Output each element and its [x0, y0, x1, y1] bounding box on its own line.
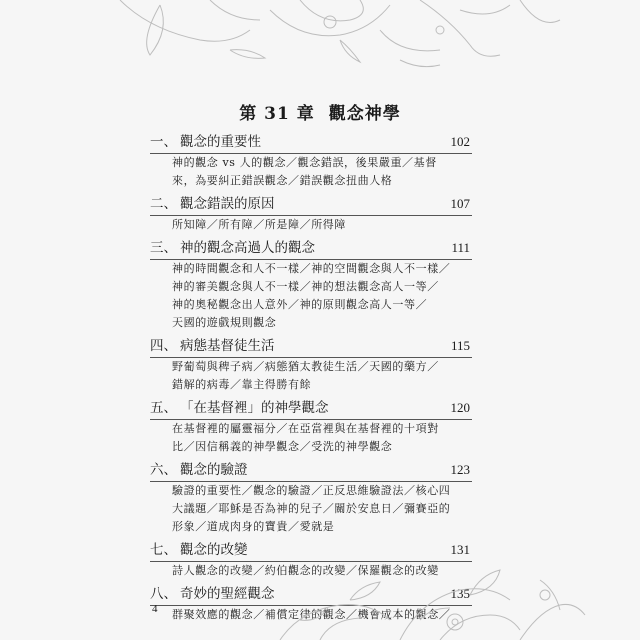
- section-topics: [172, 562, 452, 580]
- chapter-title: [0, 99, 640, 124]
- toc-heading[interactable]: [150, 335, 472, 358]
- page-number: 4: [152, 603, 158, 615]
- topic-line: 神的審美觀念與人不一樣／神的想法觀念高人一等／: [172, 280, 439, 293]
- section-title: 觀念錯誤的原因: [180, 196, 275, 212]
- toc-section: [150, 539, 472, 580]
- section-topics: [172, 154, 452, 190]
- toc-heading[interactable]: [150, 459, 472, 482]
- topic-line: 錯解的病毒／靠主得勝有餘: [172, 378, 312, 391]
- section-page: 120: [450, 400, 470, 415]
- section-number: 七、: [150, 542, 177, 558]
- topic-line: 在基督裡的屬靈福分／在亞當裡與在基督裡的十項對: [172, 422, 439, 435]
- section-number: 一、: [150, 134, 177, 150]
- section-page: 135: [450, 586, 470, 601]
- chapter-name: 觀念神學: [328, 104, 401, 124]
- topic-line: 大議題／耶穌是否為神的兒子／關於安息日／彌賽亞的: [172, 502, 451, 515]
- section-title: 「在基督裡」的神學觀念: [180, 400, 329, 416]
- chapter-label: 第 31 章: [239, 104, 315, 124]
- topic-line: 比／因信稱義的神學觀念／受洗的神學觀念: [172, 440, 393, 453]
- topic-line: 野葡萄與稗子病／病態猶太教徒生活／天國的藥方／: [172, 360, 439, 373]
- section-topics: [172, 420, 452, 456]
- toc-section: [150, 397, 472, 456]
- section-title: 觀念的驗證: [180, 462, 248, 478]
- topic-line: 詩人觀念的改變／約伯觀念的改變／保羅觀念的改變: [172, 564, 439, 577]
- section-topics: [172, 358, 452, 394]
- section-number: 二、: [150, 196, 177, 212]
- section-number: 四、: [150, 338, 177, 354]
- section-page: 131: [450, 542, 470, 557]
- toc-section: [150, 583, 472, 624]
- section-number: 三、: [150, 240, 177, 256]
- topic-line: 群聚效應的觀念／補償定律的觀念／機會成本的觀念／: [172, 608, 451, 621]
- topic-line: 神的時間觀念和人不一樣／神的空間觀念與人不一樣／: [172, 262, 451, 275]
- topic-line: 神的奧秘觀念出人意外／神的原則觀念高人一等／: [172, 298, 428, 311]
- topic-line: 天國的遊戲規則觀念: [172, 316, 277, 329]
- toc-section: [150, 193, 472, 234]
- section-title: 病態基督徒生活: [180, 338, 275, 354]
- section-title: 神的觀念高過人的觀念: [180, 240, 315, 256]
- section-topics: [172, 606, 452, 624]
- toc-heading[interactable]: [150, 131, 472, 154]
- toc-section: [150, 131, 472, 190]
- topic-line: 形象／道成肉身的寶貴／愛就是: [172, 520, 335, 533]
- section-number: 八、: [150, 586, 177, 602]
- section-title: 觀念的改變: [180, 542, 248, 558]
- table-of-contents: [150, 131, 472, 627]
- toc-section: [150, 237, 472, 332]
- toc-heading[interactable]: [150, 237, 472, 260]
- section-page: 111: [451, 240, 470, 255]
- section-topics: [172, 216, 452, 234]
- section-title: 奇妙的聖經觀念: [180, 586, 275, 602]
- floral-decoration-top: [0, 0, 640, 80]
- section-number: 五、: [150, 400, 177, 416]
- section-title: 觀念的重要性: [180, 134, 261, 150]
- section-page: 115: [450, 338, 470, 353]
- toc-heading[interactable]: [150, 193, 472, 216]
- topic-line: 來，為要糾正錯誤觀念／錯誤觀念扭曲人格: [172, 174, 393, 187]
- section-page: 123: [450, 462, 470, 477]
- toc-heading[interactable]: [150, 583, 472, 606]
- toc-heading[interactable]: [150, 397, 472, 420]
- toc-section: [150, 335, 472, 394]
- section-page: 102: [450, 134, 470, 149]
- toc-heading[interactable]: [150, 539, 472, 562]
- toc-section: [150, 459, 472, 536]
- section-topics: [172, 260, 452, 332]
- topic-line: 驗證的重要性／觀念的驗證／正反思維驗證法／核心四: [172, 484, 451, 497]
- section-number: 六、: [150, 462, 177, 478]
- topic-line: 所知障／所有障／所是障／所得障: [172, 218, 346, 231]
- section-page: 107: [450, 196, 470, 211]
- topic-line: 神的觀念 vs 人的觀念／觀念錯誤，後果嚴重／基督: [172, 156, 437, 169]
- section-topics: [172, 482, 452, 536]
